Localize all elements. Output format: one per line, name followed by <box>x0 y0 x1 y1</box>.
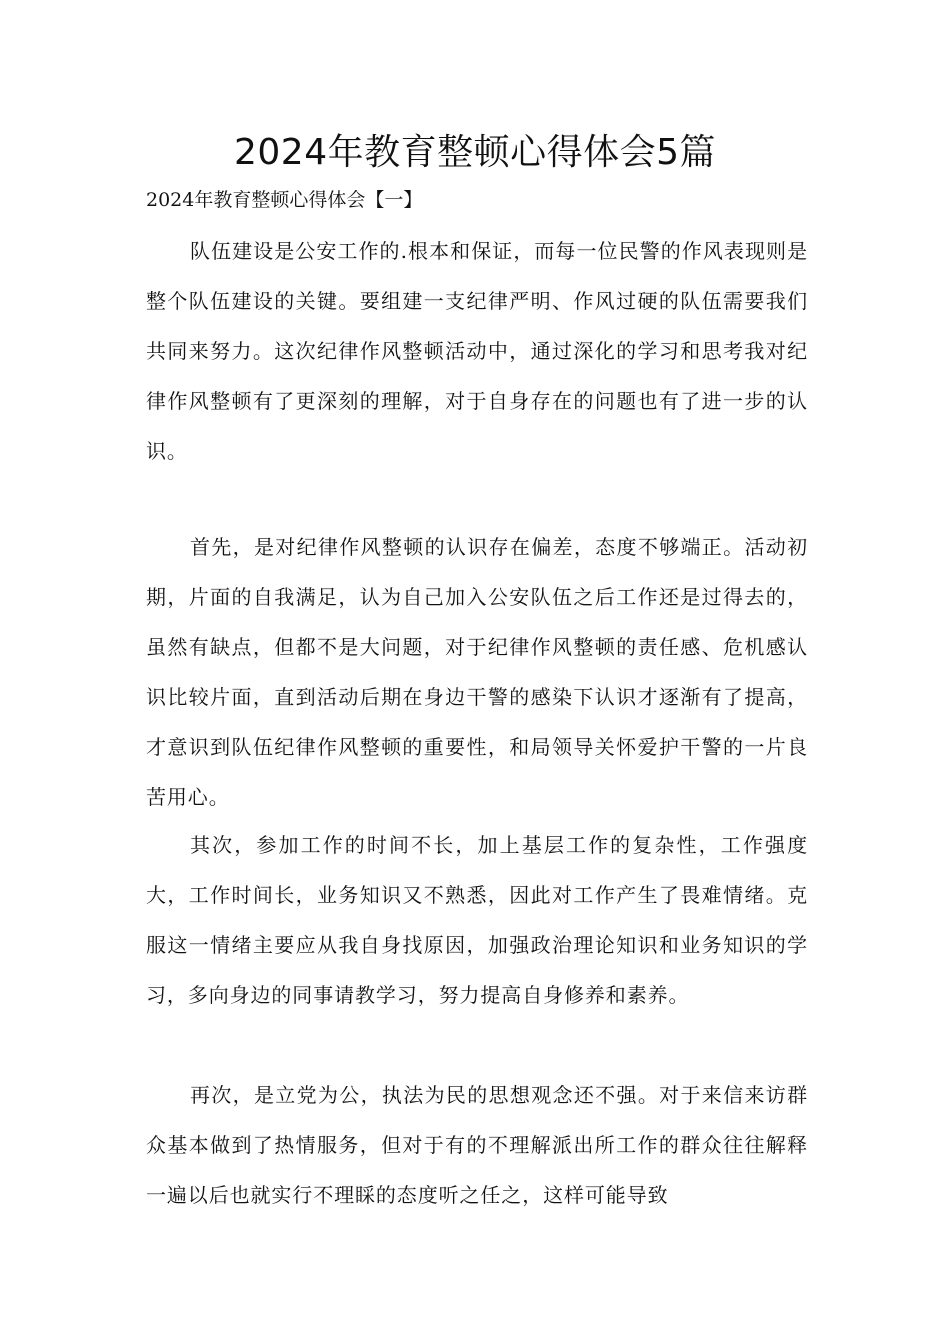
document-title: 2024年教育整顿心得体会5篇 <box>233 132 717 173</box>
paragraph-4: 再次，是立党为公，执法为民的思想观念还不强。对于来信来访群众基本做到了热情服务，但对于有的不理解派出所工作的群众往往解释一遍以后也就实行不理睬的态度听之任之，这样可能导致 <box>146 1083 808 1207</box>
paragraph-3: 其次，参加工作的时间不长，加上基层工作的复杂性，工作强度大，工作时间长，业务知识又不熟悉，因此对工作产生了畏难情绪。克服这一情绪主要应从我自身找原因，加强政治理论知识和业务知识的学习，多向身边的同事请教学习，努力提高自身修养和素养。 <box>146 833 808 1007</box>
section-heading: 2024年教育整顿心得体会【一】 <box>146 189 423 211</box>
paragraph-1: 队伍建设是公安工作的.根本和保证，而每一位民警的作风表现则是整个队伍建设的关键。要组建一支纪律严明、作风过硬的队伍需要我们共同来努力。这次纪律作风整顿活动中，通过深化的学习和思考我对纪律作风整顿有了更深刻的理解，对于自身存在的问题也有了进一步的认识。 <box>146 239 808 463</box>
paragraph-2: 首先，是对纪律作风整顿的认识存在偏差，态度不够端正。活动初期，片面的自我满足，认为自己加入公安队伍之后工作还是过得去的，虽然有缺点，但都不是大问题，对于纪律作风整顿的责任感、危机感认识比较片面，直到活动后期在身边干警的感染下认识才逐渐有了提高，才意识到队伍纪律作风整顿的重要性，和局领导关怀爱护干警的一片良苦用心。 <box>146 535 808 809</box>
